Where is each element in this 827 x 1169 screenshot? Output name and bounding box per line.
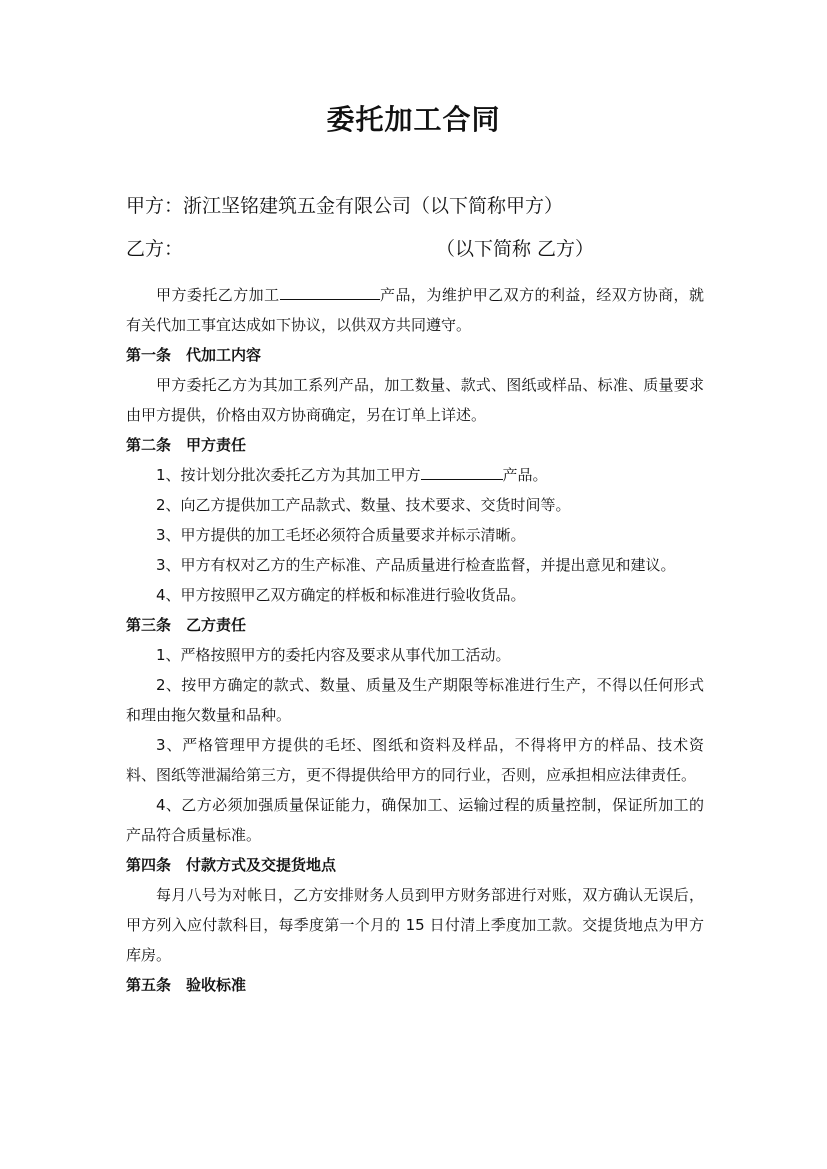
- article2-heading: 第二条 甲方责任: [126, 436, 247, 454]
- article1-text: 甲方委托乙方为其加工系列产品，加工数量、款式、图纸或样品、标准、质量要求由甲方提供，价格由双方协商确定，另在订单上详述。: [126, 376, 704, 424]
- party-b-alias: （以下简称 乙方）: [436, 238, 595, 260]
- article2-item5: 4、甲方按照甲乙双方确定的样板和标准进行验收货品。: [156, 586, 526, 604]
- product-blank: [280, 284, 380, 300]
- article2-item2: 2、向乙方提供加工产品款式、数量、技术要求、交货时间等。: [156, 496, 571, 514]
- article3-item3: 3、严格管理甲方提供的毛坯、图纸和资料及样品，不得将甲方的样品、技术资料、图纸等泄漏给第三方，更不得提供给甲方的同行业，否则，应承担相应法律责任。: [126, 736, 704, 784]
- intro-paragraph: 甲方委托乙方加工 产品，为维护甲乙双方的利益，经双方协商，就有关代加工事宜达成如下协议，以供双方共同遵守。: [126, 286, 704, 334]
- article4-text: 每月八号为对帐日，乙方安排财务人员到甲方财务部进行对账，双方确认无误后，甲方列入应付款科目，每季度第一个月的 15 日付清上季度加工款。交提货地点为甲方库房。: [126, 886, 704, 964]
- article3-item4: 4、乙方必须加强质量保证能力，确保加工、运输过程的质量控制，保证所加工的产品符合质量标准。: [126, 796, 704, 844]
- article4-heading: 第四条 付款方式及交提货地点: [126, 856, 337, 874]
- party-b-label: 乙方：: [126, 238, 184, 260]
- article3-heading: 第三条 乙方责任: [126, 616, 247, 634]
- contract-body: [126, 280, 704, 1000]
- product-blank-2: [421, 464, 503, 480]
- article5-heading: 第五条 验收标准: [126, 976, 247, 994]
- article2-item3: 3、甲方提供的加工毛坯必须符合质量要求并标示清晰。: [156, 526, 526, 544]
- article3-item1: 1、严格按照甲方的委托内容及要求从事代加工活动。: [156, 646, 511, 664]
- document-title: 委托加工合同: [326, 103, 501, 136]
- article2-item1: 1、按计划分批次委托乙方为其加工甲方 产品。: [156, 466, 548, 484]
- article1-heading: 第一条 代加工内容: [126, 346, 262, 364]
- party-a-line: 甲方：浙江坚铭建筑五金有限公司（以下简称甲方）: [126, 195, 564, 217]
- article3-item2: 2、按甲方确定的款式、数量、质量及生产期限等标准进行生产，不得以任何形式和理由拖欠数量和品种。: [126, 676, 704, 724]
- article2-item4: 3、甲方有权对乙方的生产标准、产品质量进行检查监督，并提出意见和建议。: [156, 556, 676, 574]
- party-b-line: [126, 237, 595, 261]
